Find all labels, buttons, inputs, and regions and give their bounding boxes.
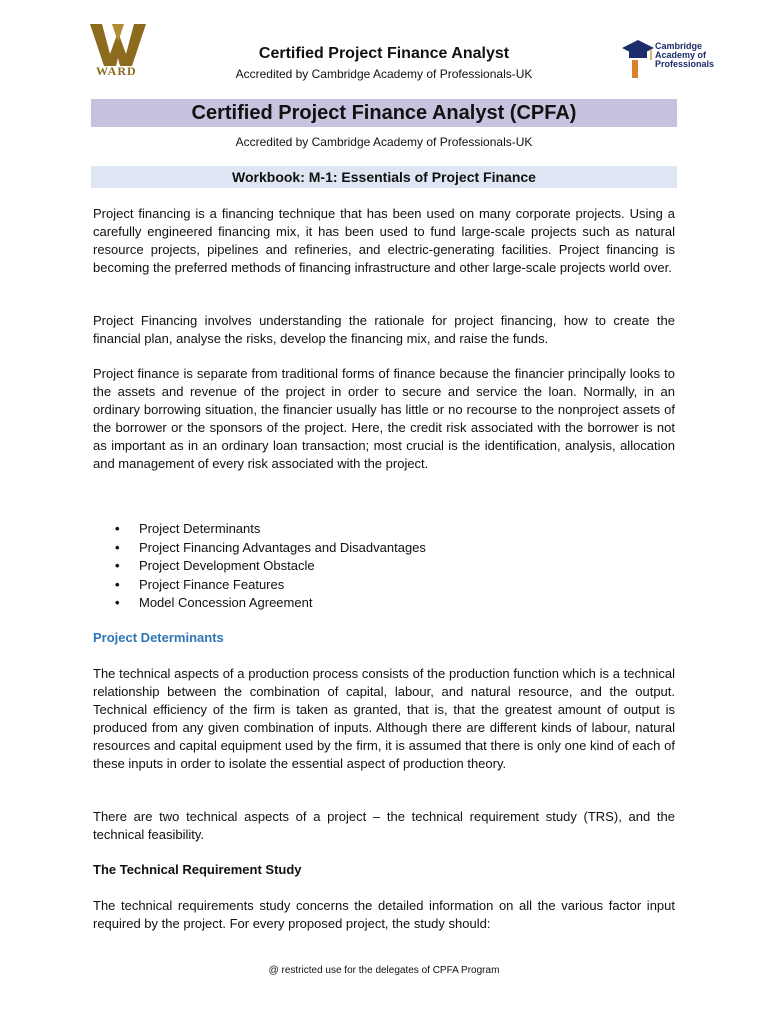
workbook-title: Workbook: M-1: Essentials of Project Finance [232, 169, 536, 185]
list-item: • Project Determinants [112, 520, 426, 539]
final-paragraph: The technical requirements study concerns the detailed information on all the various factor input required by the project. For every proposed project, the study should: [93, 898, 675, 931]
list-item: • Project Finance Features [112, 576, 426, 595]
section-paragraph-2: There are two technical aspects of a project – the technical requirement study (TRS), and the technical feasibility. [93, 809, 675, 842]
cambridge-logo-text: Cambridge Academy of Professionals [655, 41, 715, 69]
topic-list [112, 520, 426, 613]
page-footer: @ restricted use for the delegates of CPFA Program [268, 965, 500, 976]
subheading: The Technical Requirement Study [93, 862, 302, 877]
intro-paragraph-2: Project Financing involves understanding the rationale for project financing, how to create the financial plan, analyse the risks, develop the financing mix, and raise the funds. [93, 313, 675, 346]
list-item: • Project Financing Advantages and Disadvantages [112, 539, 426, 558]
intro-paragraph-1: Project financing is a financing technique that has been used on many corporate projects. Using a carefully engineered financing mix, it has been used to fund large-scale projects such as natural resource projects, pipelines and refineries, and electric-generating facilities. Project financing is becoming the preferred methods of financing infrastructure and other large-scale projects world over. [93, 206, 675, 275]
header-subtitle: Accredited by Cambridge Academy of Professionals-UK [235, 67, 533, 81]
list-item: • Project Development Obstacle [112, 557, 426, 576]
list-item: • Model Concession Agreement [112, 594, 426, 613]
ward-logo-text: WARD [96, 64, 137, 78]
intro-paragraph-3: Project finance is separate from traditional forms of finance because the financier principally looks to the assets and revenue of the project in order to secure and service the loan. Normally, in an ordinary borrowing situation, the financier usually has little or no recourse to the nonproject assets of the borrower or the sponsors of the project. Here, the credit risk associated with the borrower is not as important as in an ordinary loan transaction; most crucial is the identification, analysis, allocation and management of every risk associated with the project. [93, 366, 675, 471]
section-heading: Project Determinants [93, 630, 224, 645]
header-title: Certified Project Finance Analyst [258, 45, 510, 62]
main-title: Certified Project Finance Analyst (CPFA) [191, 102, 577, 124]
section-paragraph-1: The technical aspects of a production process consists of the production function which is a technical relationship between the combination of capital, labour, and natural resource, and the output. Technical efficiency of the firm is taken as granted, that is, that the greatest amount of output is produced from any given combination of inputs. Although there are different kinds of labour, natural resources and capital equipment used by the firm, it is assumed that there is only one kind of each of these inputs in order to isolate the essential aspect of production theory. [93, 666, 675, 771]
accreditation-line: Accredited by Cambridge Academy of Professionals-UK [235, 135, 533, 149]
